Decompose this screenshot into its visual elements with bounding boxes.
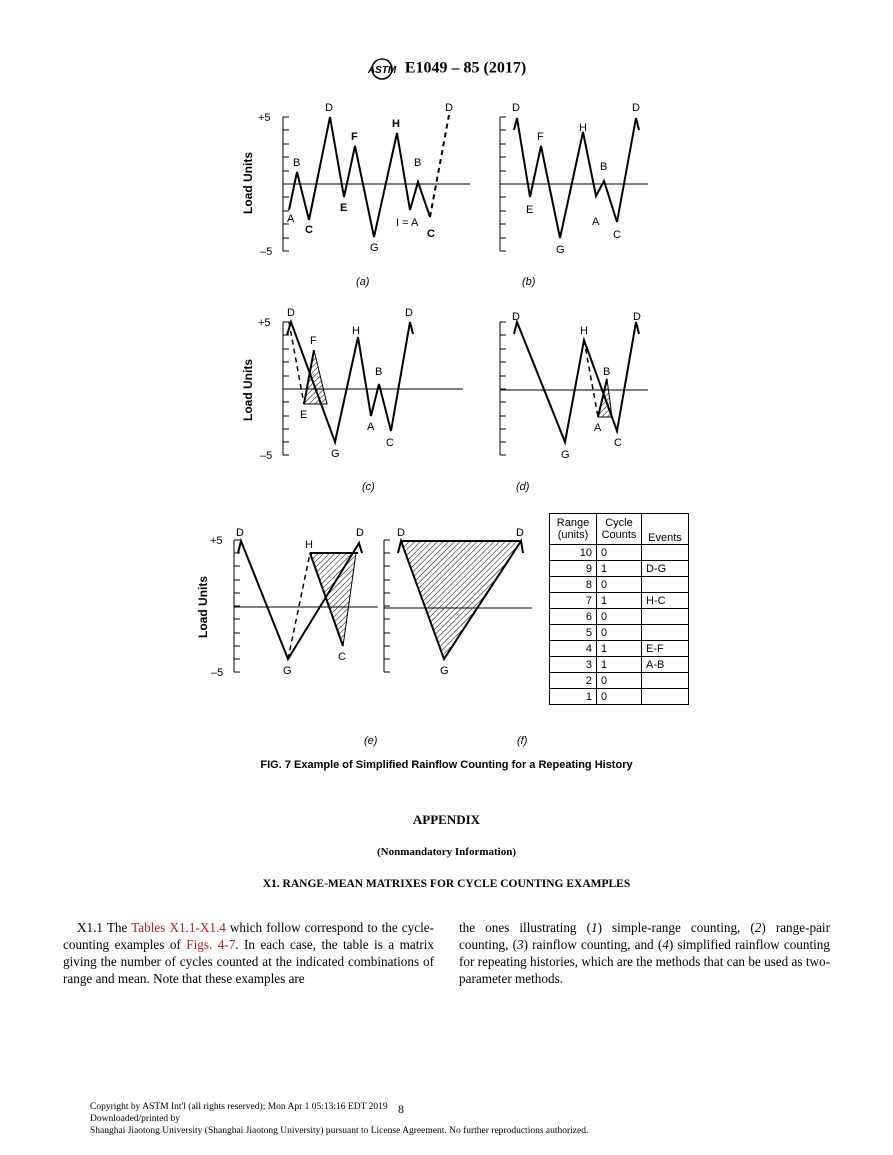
sublabel-c: (c) [362,481,375,493]
figs-link[interactable]: Figs. 4-7 [186,936,236,952]
footer-copyright: Copyright by ASTM Int'l (all rights reserved); Mon Apr 1 05:13:16 EDT 2019 [90,1102,388,1112]
point-label: A [592,216,600,228]
point-label: D [512,102,520,114]
panel-b [500,102,648,288]
table-cell-range: 1 [550,689,597,705]
point-label: C [613,229,621,241]
point-label: C [338,651,346,663]
table-cell-events: D-G [642,561,689,577]
table-cell-counts: 1 [597,561,642,577]
point-label: D [405,307,413,319]
point-label: H [580,325,588,337]
table-cell-events [642,625,689,641]
point-label: F [351,131,358,143]
point-label: H [305,539,313,551]
tables-link[interactable]: Tables X1.1-X1.4 [131,920,226,935]
body-text: X1.1 The [77,920,132,935]
y-axis-label-c: Load Units [241,359,255,421]
table-cell-events [642,609,689,625]
point-label: B [600,161,608,173]
header-text: Cycle [605,517,633,529]
sublabel-d: (d) [516,481,530,493]
point-label: D [512,311,520,323]
appendix-subtitle: (Nonmandatory Information) [376,846,517,858]
table-cell-counts: 1 [597,657,642,673]
sublabel-e: (e) [364,735,378,747]
table-row [550,577,689,593]
table-cell-range: 7 [550,593,597,609]
point-label: A [287,213,295,225]
point-label: C [386,437,394,449]
table-cell-counts: 0 [597,625,642,641]
header-range [550,514,597,545]
point-label: E [300,409,308,421]
body-column-right [459,920,830,988]
table-cell-range: 8 [550,577,597,593]
header-text: Range [556,517,590,529]
table-cell-range: 5 [550,625,597,641]
point-label: D [397,527,405,539]
table-cell-range: 4 [550,641,597,657]
point-label: D [516,527,524,539]
plus5-label-a: +5 [258,112,271,124]
standard-title: E1049 – 85 (2017) [404,59,527,77]
point-label: D [325,102,333,114]
point-label: H [392,118,400,130]
range-table-wrapper [549,513,689,705]
header-events [642,514,689,545]
sublabel-a: (a) [356,276,370,288]
point-label: B [293,157,301,169]
table-cell-events: H-C [642,593,689,609]
table-cell-range: 2 [550,673,597,689]
table-row [550,657,689,673]
point-label: G [283,665,292,677]
table-cell-range: 3 [550,657,597,673]
table-header-row [550,514,689,545]
body-text: . In each case, the table is a matrix giving the number of cycles counted at the indicated combinations of range and mean. Note that these examples are [63,936,435,986]
table-row [550,545,689,561]
header-text: Counts [601,529,637,541]
point-label-i-eq-a: I = A [396,217,419,229]
table-cell-counts: 0 [597,545,642,561]
footer-downloaded: Downloaded/printed by [90,1114,180,1124]
point-label: G [440,665,449,677]
table-row [550,561,689,577]
point-label: D [632,102,640,114]
footer [90,1099,790,1137]
point-label: H [352,325,360,337]
page-number: 8 [397,1102,404,1116]
table-cell-events [642,689,689,705]
table-cell-counts: 1 [597,593,642,609]
point-label: D [445,102,453,114]
point-label: D [356,527,364,539]
point-label: G [370,242,379,254]
point-label: D [287,307,295,319]
body-column-left [63,920,434,988]
y-axis-label-a: Load Units [241,152,255,214]
point-label: B [414,157,422,169]
point-label: B [603,366,611,378]
minus5-label-c: –5 [260,450,273,462]
table-cell-events [642,545,689,561]
header-counts [597,514,642,545]
point-label: F [310,335,317,347]
table-cell-counts: 1 [597,641,642,657]
table-cell-range: 9 [550,561,597,577]
table-cell-counts: 0 [597,673,642,689]
y-axis-label-e: Load Units [196,576,210,638]
point-label: A [367,421,375,433]
panel-d [500,311,648,493]
table-cell-counts: 0 [597,577,642,593]
table-row [550,689,689,705]
panel-e [196,527,378,747]
figure-caption: FIG. 7 Example of Simplified Rainflow Counting for a Repeating History [260,759,633,771]
sublabel-f: (f) [517,735,528,747]
table-cell-range: 10 [550,545,597,561]
appendix-title: APPENDIX [412,812,481,827]
point-label: H [579,122,587,134]
table-row [550,625,689,641]
table-row [550,641,689,657]
point-label: G [561,449,570,461]
point-label: E [340,202,348,214]
header-text: (units) [557,529,589,541]
body-text: which follow correspond to the cycle-counting examples of [63,920,435,952]
panel-a [241,102,470,288]
point-label: E [526,204,534,216]
header-text: Events [648,532,682,544]
table-cell-events [642,577,689,593]
range-count-table [549,513,689,705]
table-cell-counts: 0 [597,609,642,625]
point-label: C [427,228,435,240]
plus5-label-c: +5 [258,317,271,329]
plus5-label-e: +5 [210,535,223,547]
table-cell-events: A-B [642,657,689,673]
table-row [550,673,689,689]
table-row [550,609,689,625]
point-label: D [236,527,244,539]
point-label: F [537,131,544,143]
point-label: D [633,311,641,323]
table-cell-events [642,673,689,689]
sublabel-b: (b) [522,276,536,288]
point-label: C [305,224,313,236]
body-text: the ones illustrating (1) simple-range counting, (2) range-pair counting, (3) rainflow counting, and (4) simplified rainflow counting for repeating histories, which are the methods that can be used as two-parameter methods. [459,920,830,986]
svg-text:ASTM: ASTM [367,65,396,76]
table-cell-events: E-F [642,641,689,657]
footer-license: Shanghai Jiaotong University (Shanghai Jiaotong University) pursuant to License Agreement. No further reproductions authorized. [90,1126,589,1136]
point-label: G [331,448,340,460]
point-label: B [375,366,383,378]
point-label: A [594,422,602,434]
table-row [550,593,689,609]
minus5-label-e: –5 [211,667,224,679]
minus5-label-a: –5 [260,246,273,258]
panel-f [384,527,532,747]
point-label: C [614,437,622,449]
section-heading: X1. RANGE-MEAN MATRIXES FOR CYCLE COUNTING EXAMPLES [262,878,631,890]
point-label: G [556,244,565,256]
panel-c [241,307,463,493]
table-cell-counts: 0 [597,689,642,705]
table-cell-range: 6 [550,609,597,625]
